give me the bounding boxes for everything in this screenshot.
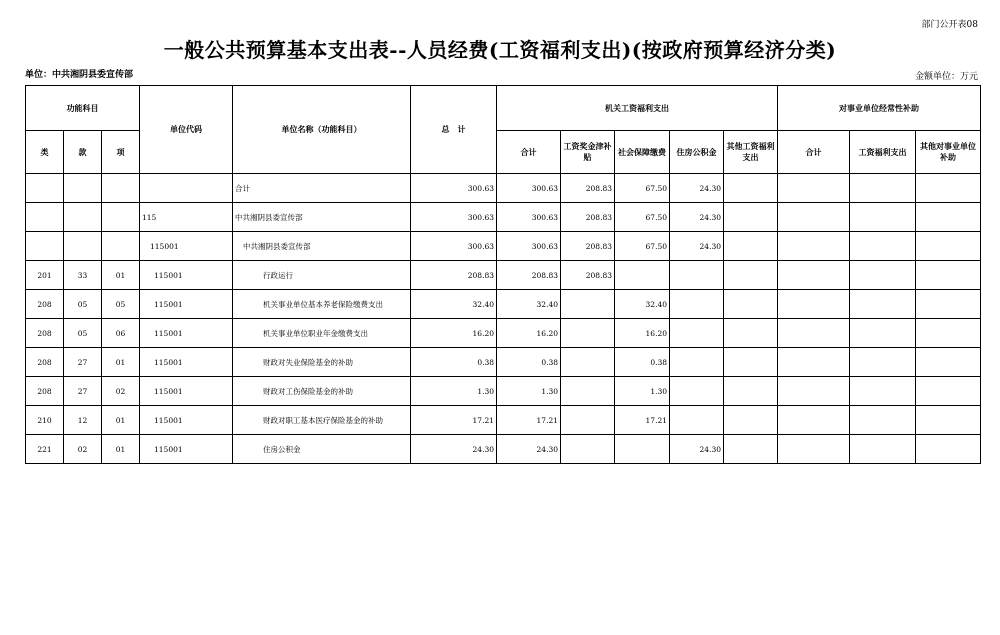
cell-total: 0.38 (411, 348, 497, 377)
header-kuan: 款 (64, 131, 102, 174)
cell-unit-name: 行政运行 (233, 261, 411, 290)
cell-subsidy-total (778, 435, 850, 464)
cell-subsidy-wage (850, 406, 916, 435)
cell-agency-other (724, 406, 778, 435)
cell-subsidy-total (778, 348, 850, 377)
cell-unit-name: 合计 (233, 174, 411, 203)
cell-agency-wage (561, 377, 615, 406)
cell-unit-code (140, 174, 233, 203)
header-agency-housing: 住房公积金 (670, 131, 724, 174)
cell-unit-code: 115001 (140, 232, 233, 261)
cell-xiang: 01 (102, 261, 140, 290)
cell-agency-social: 67.50 (615, 203, 670, 232)
cell-unit-code: 115001 (140, 406, 233, 435)
cell-subsidy-other (916, 174, 981, 203)
cell-xiang: 01 (102, 435, 140, 464)
cell-agency-other (724, 377, 778, 406)
cell-agency-social: 32.40 (615, 290, 670, 319)
cell-agency-wage: 208.83 (561, 203, 615, 232)
cell-total: 1.30 (411, 377, 497, 406)
cell-agency-other (724, 232, 778, 261)
cell-lei: 208 (26, 319, 64, 348)
cell-unit-name: 财政对工伤保险基金的补助 (233, 377, 411, 406)
header-lei: 类 (26, 131, 64, 174)
cell-agency-total: 0.38 (497, 348, 561, 377)
cell-subsidy-total (778, 261, 850, 290)
cell-agency-housing (670, 319, 724, 348)
header-subsidy-other: 其他对事业单位补助 (916, 131, 981, 174)
cell-agency-wage (561, 435, 615, 464)
cell-agency-social: 0.38 (615, 348, 670, 377)
cell-agency-housing: 24.30 (670, 232, 724, 261)
cell-agency-other (724, 290, 778, 319)
cell-total: 32.40 (411, 290, 497, 319)
header-xiang: 项 (102, 131, 140, 174)
cell-subsidy-wage (850, 232, 916, 261)
cell-kuan (64, 232, 102, 261)
cell-agency-total: 32.40 (497, 290, 561, 319)
cell-subsidy-total (778, 406, 850, 435)
header-agency-social: 社会保障缴费 (615, 131, 670, 174)
cell-total: 208.83 (411, 261, 497, 290)
header-agency-total: 合计 (497, 131, 561, 174)
table-row (26, 348, 981, 377)
cell-agency-other (724, 261, 778, 290)
cell-subsidy-total (778, 290, 850, 319)
header-subsidy-wage: 工资福利支出 (850, 131, 916, 174)
cell-agency-housing (670, 406, 724, 435)
cell-unit-name: 机关事业单位职业年金缴费支出 (233, 319, 411, 348)
header-unit-code: 单位代码 (140, 86, 233, 174)
table-row (26, 174, 981, 203)
cell-lei (26, 203, 64, 232)
cell-xiang: 06 (102, 319, 140, 348)
cell-agency-total: 300.63 (497, 174, 561, 203)
cell-subsidy-other (916, 232, 981, 261)
header-unit-name: 单位名称（功能科目） (233, 86, 411, 174)
cell-total: 17.21 (411, 406, 497, 435)
cell-agency-wage (561, 290, 615, 319)
cell-agency-wage (561, 348, 615, 377)
cell-agency-housing (670, 348, 724, 377)
cell-total: 300.63 (411, 174, 497, 203)
cell-agency-total: 17.21 (497, 406, 561, 435)
cell-agency-wage: 208.83 (561, 232, 615, 261)
cell-subsidy-other (916, 319, 981, 348)
cell-xiang: 01 (102, 348, 140, 377)
table-row (26, 377, 981, 406)
cell-unit-code: 115001 (140, 377, 233, 406)
cell-kuan: 27 (64, 377, 102, 406)
cell-kuan (64, 203, 102, 232)
cell-lei: 201 (26, 261, 64, 290)
cell-subsidy-wage (850, 290, 916, 319)
cell-unit-code: 115001 (140, 290, 233, 319)
cell-agency-housing: 24.30 (670, 203, 724, 232)
cell-subsidy-total (778, 319, 850, 348)
cell-subsidy-other (916, 261, 981, 290)
cell-agency-wage: 208.83 (561, 261, 615, 290)
cell-subsidy-total (778, 174, 850, 203)
table-row (26, 203, 981, 232)
cell-subsidy-wage (850, 348, 916, 377)
cell-lei: 221 (26, 435, 64, 464)
table-row (26, 232, 981, 261)
cell-kuan: 05 (64, 319, 102, 348)
cell-kuan: 33 (64, 261, 102, 290)
cell-agency-total: 24.30 (497, 435, 561, 464)
cell-unit-code: 115001 (140, 348, 233, 377)
cell-agency-social: 67.50 (615, 174, 670, 203)
cell-agency-housing (670, 290, 724, 319)
cell-agency-total: 300.63 (497, 232, 561, 261)
cell-unit-code: 115001 (140, 435, 233, 464)
cell-subsidy-other (916, 435, 981, 464)
doc-code: 部门公开表08 (921, 20, 978, 30)
cell-agency-total: 208.83 (497, 261, 561, 290)
cell-unit-name: 财政对失业保险基金的补助 (233, 348, 411, 377)
cell-subsidy-wage (850, 203, 916, 232)
cell-kuan: 02 (64, 435, 102, 464)
header-total: 总 计 (411, 86, 497, 174)
cell-agency-other (724, 435, 778, 464)
cell-subsidy-total (778, 232, 850, 261)
cell-subsidy-total (778, 377, 850, 406)
header-subsidy-group: 对事业单位经常性补助 (778, 86, 981, 131)
cell-unit-name: 住房公积金 (233, 435, 411, 464)
cell-agency-other (724, 348, 778, 377)
cell-kuan: 12 (64, 406, 102, 435)
cell-unit-code: 115001 (140, 319, 233, 348)
cell-xiang (102, 174, 140, 203)
table-row (26, 435, 981, 464)
cell-agency-social (615, 435, 670, 464)
cell-agency-wage (561, 319, 615, 348)
table-row (26, 406, 981, 435)
cell-agency-social (615, 261, 670, 290)
cell-kuan (64, 174, 102, 203)
cell-agency-total: 16.20 (497, 319, 561, 348)
cell-agency-housing (670, 261, 724, 290)
header-subsidy-total: 合计 (778, 131, 850, 174)
cell-xiang (102, 232, 140, 261)
table-row (26, 261, 981, 290)
header-agency-group: 机关工资福利支出 (497, 86, 778, 131)
cell-lei (26, 232, 64, 261)
cell-lei: 210 (26, 406, 64, 435)
amount-unit: 金额单位：万元 (914, 72, 978, 82)
cell-unit-name: 中共湘阴县委宣传部 (233, 232, 411, 261)
cell-agency-social: 16.20 (615, 319, 670, 348)
table-row (26, 290, 981, 319)
header-agency-wage: 工资奖金津补贴 (561, 131, 615, 174)
cell-total: 16.20 (411, 319, 497, 348)
cell-unit-code: 115001 (140, 261, 233, 290)
cell-total: 300.63 (411, 232, 497, 261)
cell-lei: 208 (26, 348, 64, 377)
cell-agency-total: 300.63 (497, 203, 561, 232)
cell-unit-code: 115 (140, 203, 233, 232)
cell-subsidy-other (916, 377, 981, 406)
cell-kuan: 27 (64, 348, 102, 377)
cell-agency-other (724, 203, 778, 232)
cell-agency-social: 67.50 (615, 232, 670, 261)
cell-subsidy-wage (850, 377, 916, 406)
cell-xiang: 01 (102, 406, 140, 435)
cell-total: 300.63 (411, 203, 497, 232)
cell-lei (26, 174, 64, 203)
cell-subsidy-total (778, 203, 850, 232)
cell-xiang: 05 (102, 290, 140, 319)
cell-agency-other (724, 174, 778, 203)
cell-unit-name: 财政对职工基本医疗保险基金的补助 (233, 406, 411, 435)
cell-xiang: 02 (102, 377, 140, 406)
cell-agency-social: 17.21 (615, 406, 670, 435)
cell-lei: 208 (26, 290, 64, 319)
header-func-subject: 功能科目 (26, 86, 140, 131)
cell-subsidy-other (916, 203, 981, 232)
cell-subsidy-other (916, 290, 981, 319)
cell-agency-wage: 208.83 (561, 174, 615, 203)
cell-subsidy-wage (850, 435, 916, 464)
cell-subsidy-wage (850, 319, 916, 348)
cell-lei: 208 (26, 377, 64, 406)
budget-table (25, 85, 981, 464)
unit-label: 单位：中共湘阴县委宣传部 (25, 70, 134, 80)
cell-agency-social: 1.30 (615, 377, 670, 406)
cell-subsidy-wage (850, 261, 916, 290)
cell-agency-housing (670, 377, 724, 406)
cell-agency-wage (561, 406, 615, 435)
cell-agency-housing: 24.30 (670, 435, 724, 464)
cell-subsidy-other (916, 406, 981, 435)
cell-subsidy-other (916, 348, 981, 377)
cell-total: 24.30 (411, 435, 497, 464)
header-agency-other: 其他工资福利支出 (724, 131, 778, 174)
cell-agency-other (724, 319, 778, 348)
cell-kuan: 05 (64, 290, 102, 319)
cell-subsidy-wage (850, 174, 916, 203)
page-title: 一般公共预算基本支出表--人员经费(工资福利支出)(按政府预算经济分类) (163, 38, 837, 62)
cell-unit-name: 机关事业单位基本养老保险缴费支出 (233, 290, 411, 319)
table-row (26, 319, 981, 348)
cell-unit-name: 中共湘阴县委宣传部 (233, 203, 411, 232)
cell-agency-total: 1.30 (497, 377, 561, 406)
cell-agency-housing: 24.30 (670, 174, 724, 203)
cell-xiang (102, 203, 140, 232)
